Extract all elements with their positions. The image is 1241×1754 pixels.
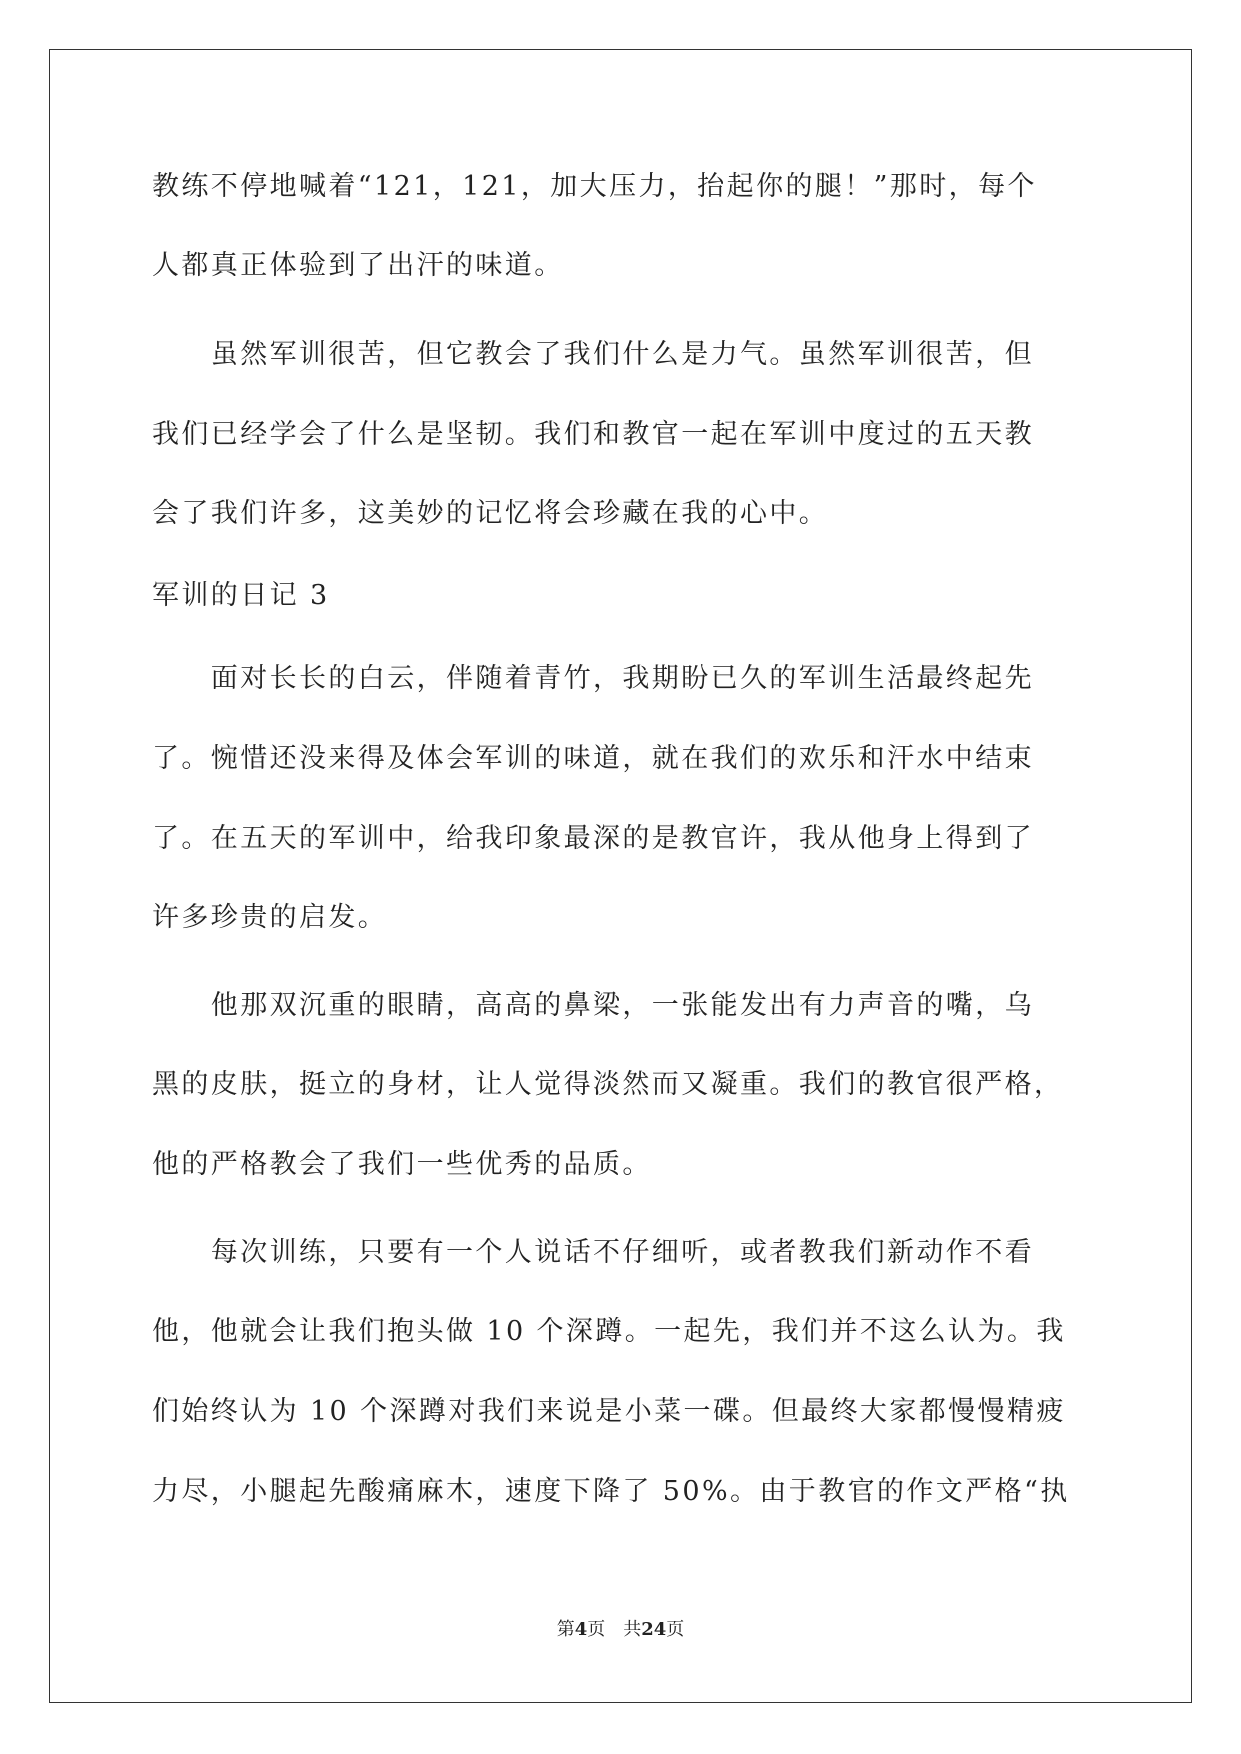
text-line: 黑的皮肤，挺立的身材，让人觉得淡然而又凝重。我们的教官很严格， <box>152 1069 1064 1100</box>
page-number: 4 <box>574 1619 588 1640</box>
text-line: 面对长长的白云，伴随着青竹，我期盼已久的军训生活最终起先 <box>152 663 1034 694</box>
text-line: 教练不停地喊着“121，121，加大压力，抬起你的腿！”那时，每个 <box>152 171 1037 202</box>
text-line: 力尽，小腿起先酸痛麻木，速度下降了 50%。由于教官的作文严格“执 <box>152 1476 1070 1507</box>
page-suffix: 页 <box>587 1619 606 1640</box>
text-line: 他，他就会让我们抱头做 10 个深蹲。一起先，我们并不这么认为。我 <box>152 1316 1066 1347</box>
page-border <box>49 49 1192 1703</box>
page-prefix: 第 <box>556 1619 575 1640</box>
total-suffix: 页 <box>666 1619 685 1640</box>
text-line: 虽然军训很苦，但它教会了我们什么是力气。虽然军训很苦，但 <box>152 339 1034 370</box>
total-prefix: 共 <box>623 1619 642 1640</box>
text-line: 会了我们许多，这美妙的记忆将会珍藏在我的心中。 <box>152 498 829 529</box>
text-line: 他那双沉重的眼睛，高高的鼻梁，一张能发出有力声音的嘴，乌 <box>152 990 1034 1021</box>
text-line: 他的严格教会了我们一些优秀的品质。 <box>152 1149 652 1180</box>
text-line: 我们已经学会了什么是坚韧。我们和教官一起在军训中度过的五天教 <box>152 419 1034 450</box>
page-footer <box>0 1618 1241 1642</box>
total-pages: 24 <box>641 1619 667 1640</box>
text-line: 了。惋惜还没来得及体会军训的味道，就在我们的欢乐和汗水中结束 <box>152 743 1034 774</box>
text-line: 许多珍贵的启发。 <box>152 902 388 933</box>
section-heading: 军训的日记 3 <box>152 580 330 611</box>
text-line: 人都真正体验到了出汗的味道。 <box>152 250 564 281</box>
text-line: 每次训练，只要有一个人说话不仔细听，或者教我们新动作不看 <box>152 1237 1034 1268</box>
text-line: 了。在五天的军训中，给我印象最深的是教官许，我从他身上得到了 <box>152 823 1034 854</box>
text-line: 们始终认为 10 个深蹲对我们来说是小菜一碟。但最终大家都慢慢精疲 <box>152 1396 1066 1427</box>
